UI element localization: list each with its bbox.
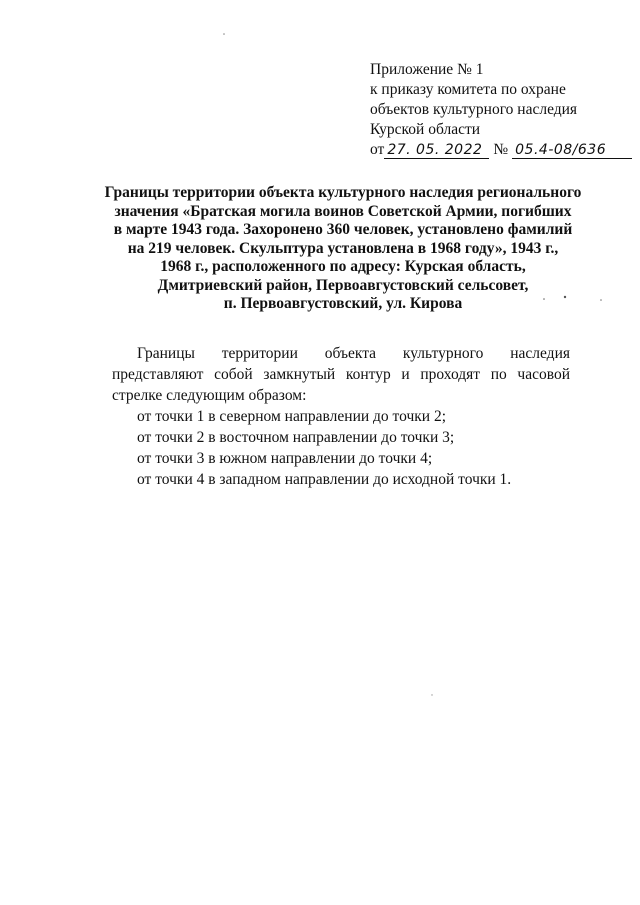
appendix-region-line: Курской области — [370, 121, 481, 138]
intro-paragraph: Границы территории объекта культурного наследия представляют собой замкнутый контур и проходят по часовой стрелке следующим образом: — [112, 345, 570, 404]
title-line: 1968 г., расположенного по адресу: Курская область, — [160, 258, 526, 275]
number-label: № — [493, 141, 509, 158]
boundary-item: от точки 3 в южном направлении до точки 4; — [137, 450, 433, 467]
from-label: от — [370, 141, 385, 158]
title-line: на 219 человек. Скульптура установлена в 1968 году», 1943 г., — [127, 239, 559, 257]
boundary-item: от точки 2 в восточном направлении до точки 3; — [137, 429, 455, 446]
handwritten-order-number: 05.4-08/636 — [512, 142, 632, 159]
handwritten-date: 27. 05. 2022 — [384, 142, 489, 159]
document-title — [100, 184, 586, 314]
boundary-item: от точки 4 в западном направлении до исходной точки 1. — [137, 471, 512, 488]
title-line: Дмитриевский район, Первоавгустовский сельсовет, — [157, 276, 529, 294]
appendix-order-line: к приказу комитета по охране — [370, 81, 566, 98]
appendix-header — [370, 60, 632, 160]
order-reference — [370, 140, 632, 160]
appendix-committee-line: объектов культурного наследия — [370, 101, 578, 118]
title-line: п. Первоавгустовский, ул. Кирова — [223, 295, 463, 312]
title-line: в марте 1943 года. Захоронено 360 человек, установлено фамилий — [113, 221, 573, 238]
boundary-item: от точки 1 в северном направлении до точки 2; — [137, 408, 447, 425]
title-line: Границы территории объекта культурного наследия регионального — [104, 184, 582, 201]
document-body — [112, 343, 570, 490]
title-line: значения «Братская могила воинов Советской Армии, погибших — [114, 202, 572, 220]
appendix-title: Приложение № 1 — [370, 61, 484, 78]
